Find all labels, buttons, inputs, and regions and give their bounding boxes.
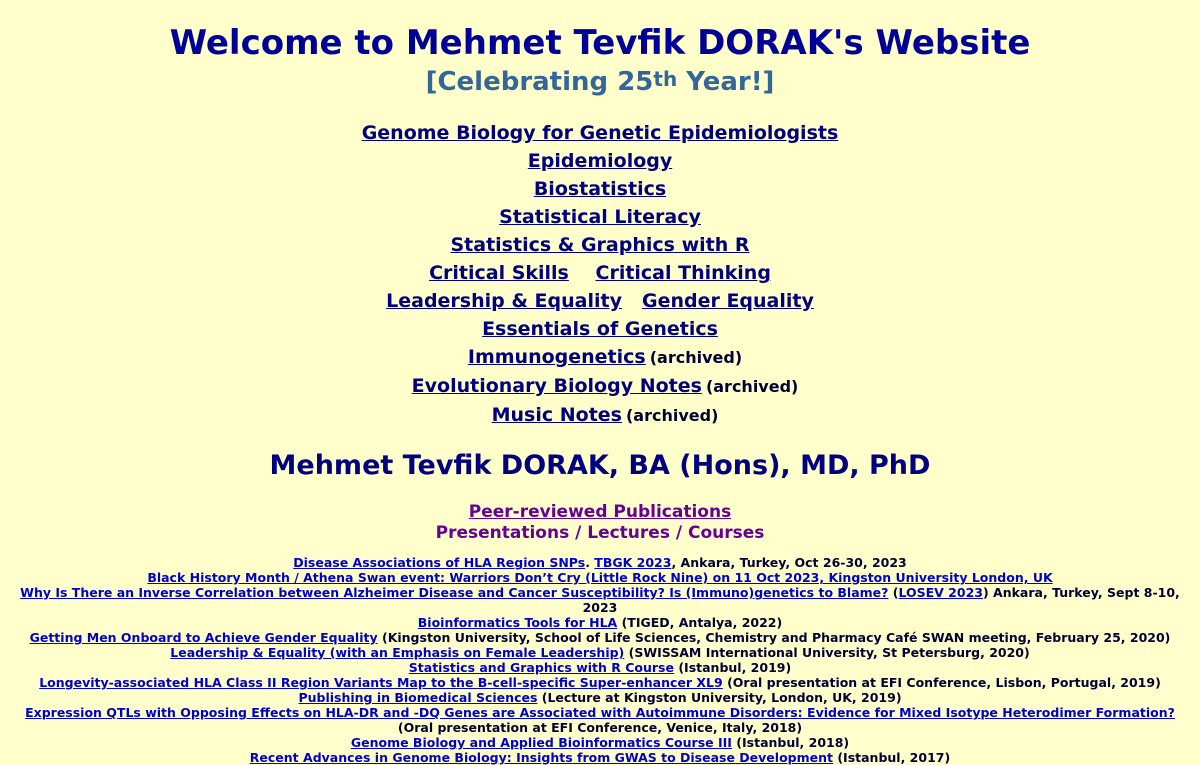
item-link[interactable]: Disease Associations of HLA Region SNPs bbox=[293, 555, 586, 570]
nav-critical-skills[interactable]: Critical Skills bbox=[429, 262, 569, 284]
item-details: , Ankara, Turkey, Oct 26-30, 2023 bbox=[671, 555, 907, 570]
item-details: (Istanbul, 2019) bbox=[673, 660, 792, 675]
item-link[interactable]: Getting Men Onboard to Achieve Gender Equality bbox=[29, 630, 378, 645]
page-header bbox=[0, 22, 1200, 101]
item-link[interactable]: Publishing in Biomedical Sciences bbox=[298, 690, 538, 705]
presentations-heading: Presentations / Lectures / Courses bbox=[435, 523, 765, 543]
item-link[interactable]: Genome Biology and Applied Bioinformatics Course III bbox=[350, 735, 732, 750]
item-link[interactable]: Longevity-associated HLA Class II Region Variants Map to the B-cell-specific Super-enhancer XL9 bbox=[39, 675, 723, 690]
item-link[interactable]: Bioinformatics Tools for HLA bbox=[417, 615, 618, 630]
list-item bbox=[18, 645, 1182, 660]
archived-note: (archived) bbox=[625, 406, 719, 425]
item-link[interactable]: Statistics and Graphics with R Course bbox=[408, 660, 674, 675]
item-details: (Oral presentation at EFI Conference, Lisbon, Portugal, 2019) bbox=[722, 675, 1161, 690]
item-details: (Lecture at Kingston University, London, UK, 2019) bbox=[537, 690, 902, 705]
item-separator: . bbox=[585, 555, 595, 570]
nav-gender-equality[interactable]: Gender Equality bbox=[641, 290, 814, 312]
list-item bbox=[18, 705, 1182, 735]
item-link[interactable]: Expression QTLs with Opposing Effects on HLA-DR and -DQ Genes are Associated with Autoimmune Disorders: Evidence for Mixed Isotype Heterodimer Formation? bbox=[25, 705, 1175, 720]
nav-stats-graphics-r[interactable]: Statistics & Graphics with R bbox=[450, 234, 750, 256]
nav-immunogenetics[interactable]: Immunogenetics bbox=[467, 346, 646, 368]
presentation-list bbox=[0, 555, 1200, 765]
subtitle-post: Year!] bbox=[677, 67, 775, 97]
nav-statistical-literacy[interactable]: Statistical Literacy bbox=[499, 206, 701, 228]
nav-epidemiology[interactable]: Epidemiology bbox=[527, 150, 673, 172]
item-link[interactable]: Why Is There an Inverse Correlation between Alzheimer Disease and Cancer Susceptibility? Is (Immuno)genetics to Blame? bbox=[20, 585, 889, 600]
list-item bbox=[18, 615, 1182, 630]
item-details: (Istanbul, 2017) bbox=[832, 750, 951, 765]
page-subtitle bbox=[0, 64, 1200, 101]
item-details: ) Ankara, Turkey, Sept 8-10, 2023 bbox=[582, 585, 1180, 615]
subtitle-pre: [Celebrating 25 bbox=[425, 67, 654, 97]
item-event-link[interactable]: LOSEV 2023 bbox=[898, 585, 983, 600]
publications-section bbox=[0, 502, 1200, 544]
list-item bbox=[18, 750, 1182, 765]
nav-critical-thinking[interactable]: Critical Thinking bbox=[595, 262, 771, 284]
page-title: Welcome to Mehmet Tevfik DORAK's Website bbox=[169, 23, 1031, 63]
subtitle-sup: th bbox=[653, 67, 678, 91]
item-details: (Kingston University, School of Life Sciences, Chemistry and Pharmacy Café SWAN meeting, February 25, 2020) bbox=[377, 630, 1171, 645]
list-item bbox=[18, 585, 1182, 615]
item-link[interactable]: Leadership & Equality (with an Emphasis on Female Leadership) bbox=[170, 645, 625, 660]
item-event-link[interactable]: TBGK 2023 bbox=[594, 555, 672, 570]
main-nav bbox=[0, 119, 1200, 430]
list-item bbox=[18, 660, 1182, 675]
list-item bbox=[18, 690, 1182, 705]
publications-link[interactable]: Peer-reviewed Publications bbox=[468, 502, 732, 522]
archived-note: (archived) bbox=[705, 377, 799, 396]
list-item bbox=[18, 735, 1182, 750]
nav-biostatistics[interactable]: Biostatistics bbox=[533, 178, 667, 200]
item-details: (SWISSAM International University, St Petersburg, 2020) bbox=[624, 645, 1030, 660]
item-separator: ( bbox=[888, 585, 899, 600]
list-item bbox=[18, 570, 1182, 585]
item-link[interactable]: Black History Month / Athena Swan event: Warriors Don’t Cry (Little Rock Nine) on 11 Oct 2023, Kingston University London, UK bbox=[147, 570, 1053, 585]
archived-note: (archived) bbox=[649, 348, 743, 367]
item-details: (Istanbul, 2018) bbox=[731, 735, 850, 750]
list-item bbox=[18, 675, 1182, 690]
list-item bbox=[18, 630, 1182, 645]
nav-leadership-equality[interactable]: Leadership & Equality bbox=[386, 290, 622, 312]
nav-genome-biology[interactable]: Genome Biology for Genetic Epidemiologists bbox=[361, 122, 839, 144]
nav-evolutionary-biology[interactable]: Evolutionary Biology Notes bbox=[411, 375, 702, 397]
nav-music-notes[interactable]: Music Notes bbox=[491, 404, 622, 426]
item-details: (Oral presentation at EFI Conference, Venice, Italy, 2018) bbox=[397, 720, 803, 735]
item-details: (TIGED, Antalya, 2022) bbox=[617, 615, 783, 630]
nav-essentials-genetics[interactable]: Essentials of Genetics bbox=[482, 318, 718, 340]
author-name: Mehmet Tevfik DORAK, BA (Hons), MD, PhD bbox=[269, 450, 931, 481]
list-item bbox=[18, 555, 1182, 570]
item-link[interactable]: Recent Advances in Genome Biology: Insights from GWAS to Disease Development bbox=[249, 750, 833, 765]
